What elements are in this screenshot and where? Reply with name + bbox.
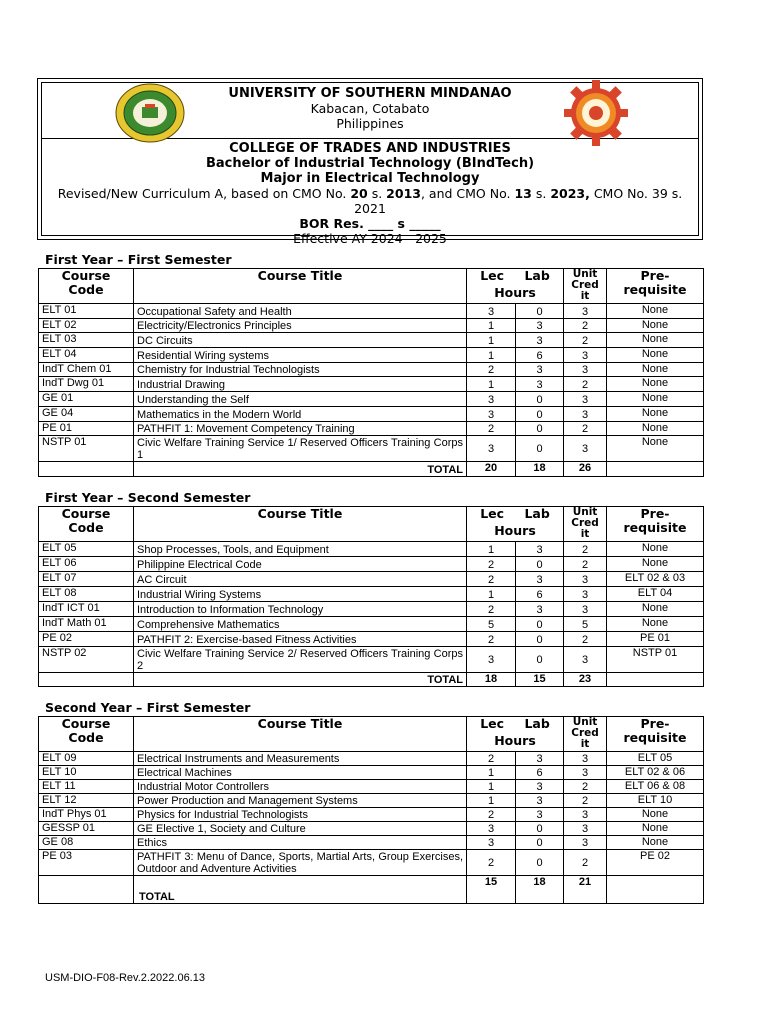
lec-hours-cell: 2 <box>467 572 516 587</box>
header-text: Unit <box>572 506 598 518</box>
course-code-cell: IndT Chem 01 <box>39 362 134 377</box>
revision-text: CMO No. 39 s. 2021 <box>354 186 683 216</box>
table-row <box>39 362 704 377</box>
degree-title: Bachelor of Industrial Technology (BIndTech) <box>205 156 535 171</box>
header-text: Pre- <box>640 268 670 283</box>
header-text: Pre- <box>640 506 670 521</box>
prerequisite-cell: None <box>607 348 704 363</box>
prerequisite-cell: None <box>607 542 704 557</box>
lab-hours-cell: 3 <box>516 542 564 557</box>
course-title-cell: DC Circuits <box>134 333 467 348</box>
course-title-cell: GE Elective 1, Society and Culture <box>134 822 467 836</box>
table-row <box>39 602 704 617</box>
prerequisite-cell: None <box>607 617 704 632</box>
course-code-cell: PE 03 <box>39 850 134 876</box>
course-title-cell: PATHFIT 3: Menu of Dance, Sports, Martial Arts, Group Exercises, Outdoor and Adventure Activities <box>134 850 467 876</box>
unit-credit-cell: 3 <box>564 822 607 836</box>
unit-credit-cell: 2 <box>564 794 607 808</box>
lec-hours-cell: 2 <box>467 362 516 377</box>
course-code-cell: ELT 07 <box>39 572 134 587</box>
table-row <box>39 542 704 557</box>
university-location: Kabacan, Cotabato <box>310 101 430 116</box>
revision-note <box>42 186 698 216</box>
prerequisite-cell: None <box>607 304 704 319</box>
unit-credit-cell: 3 <box>564 587 607 602</box>
course-title-cell: Electrical Machines <box>134 766 467 780</box>
header-lec-lab-hours <box>467 507 564 542</box>
revision-cmo-year: 2013 <box>386 186 421 201</box>
prerequisite-cell: ELT 06 & 08 <box>607 780 704 794</box>
lec-hours-cell: 1 <box>467 780 516 794</box>
lec-hours-cell: 3 <box>467 406 516 421</box>
prerequisite-cell: None <box>607 392 704 407</box>
header-text: Course <box>61 506 111 521</box>
total-lec: 18 <box>467 673 516 687</box>
header-program-block <box>42 139 698 246</box>
college-gear-logo-icon <box>564 80 628 146</box>
unit-credit-cell: 3 <box>564 572 607 587</box>
course-code-cell: IndT ICT 01 <box>39 602 134 617</box>
lec-hours-cell: 3 <box>467 392 516 407</box>
lab-hours-cell: 6 <box>516 587 564 602</box>
header-lab: Lab <box>524 506 550 521</box>
table-row <box>39 333 704 348</box>
prerequisite-cell: None <box>607 808 704 822</box>
table-row <box>39 617 704 632</box>
unit-credit-cell: 2 <box>564 557 607 572</box>
table-row <box>39 850 704 876</box>
course-title-cell: Understanding the Self <box>134 392 467 407</box>
document-header <box>37 78 703 246</box>
header-course-title: Course Title <box>134 269 467 304</box>
table-row <box>39 572 704 587</box>
header-text: Course <box>61 268 111 283</box>
table-row <box>39 421 704 436</box>
lec-hours-cell: 3 <box>467 836 516 850</box>
unit-credit-cell: 3 <box>564 362 607 377</box>
course-code-cell: ELT 04 <box>39 348 134 363</box>
lab-hours-cell: 3 <box>516 318 564 333</box>
table-row <box>39 557 704 572</box>
header-lec: Lec <box>480 268 505 283</box>
document-code: USM-DIO-F08-Rev.2.2022.06.13 <box>45 972 205 984</box>
header-prerequisite <box>607 507 704 542</box>
total-empty-cell <box>39 673 134 687</box>
lec-hours-cell: 3 <box>467 647 516 673</box>
header-text: Unit <box>572 716 598 728</box>
revision-text: s. <box>531 186 551 201</box>
course-code-cell: GE 04 <box>39 406 134 421</box>
unit-credit-cell: 3 <box>564 304 607 319</box>
lab-hours-cell: 0 <box>516 406 564 421</box>
header-lec-lab-hours <box>467 717 564 752</box>
table-row <box>39 794 704 808</box>
lec-hours-cell: 1 <box>467 766 516 780</box>
lec-hours-cell: 1 <box>467 587 516 602</box>
prerequisite-cell: None <box>607 318 704 333</box>
lab-hours-cell: 0 <box>516 617 564 632</box>
course-code-cell: ELT 08 <box>39 587 134 602</box>
total-lec: 15 <box>467 876 516 904</box>
course-code-cell: ELT 10 <box>39 766 134 780</box>
table-row <box>39 587 704 602</box>
table-header-row <box>39 269 704 304</box>
lec-hours-cell: 3 <box>467 436 516 462</box>
course-code-cell: NSTP 01 <box>39 436 134 462</box>
table-row <box>39 304 704 319</box>
semester-title: First Year – First Semester <box>45 252 232 267</box>
total-row <box>39 673 704 687</box>
lec-hours-cell: 5 <box>467 617 516 632</box>
lab-hours-cell: 0 <box>516 822 564 836</box>
table-row <box>39 406 704 421</box>
course-title-cell: Industrial Wiring Systems <box>134 587 467 602</box>
lec-hours-cell: 1 <box>467 794 516 808</box>
lab-hours-cell: 3 <box>516 362 564 377</box>
course-title-cell: Chemistry for Industrial Technologists <box>134 362 467 377</box>
prerequisite-cell: ELT 04 <box>607 587 704 602</box>
lab-hours-cell: 0 <box>516 836 564 850</box>
header-text: Cred <box>571 517 599 529</box>
lab-hours-cell: 6 <box>516 348 564 363</box>
course-title-cell: AC Circuit <box>134 572 467 587</box>
course-title-cell: Industrial Drawing <box>134 377 467 392</box>
total-empty-cell <box>39 462 134 477</box>
lab-hours-cell: 0 <box>516 850 564 876</box>
revision-cmo-year: 2023, <box>550 186 590 201</box>
table-row <box>39 392 704 407</box>
header-text: it <box>580 738 590 750</box>
total-row <box>39 876 704 904</box>
course-code-cell: PE 02 <box>39 632 134 647</box>
course-code-cell: NSTP 02 <box>39 647 134 673</box>
prerequisite-cell: PE 01 <box>607 632 704 647</box>
header-hours: Hours <box>494 285 536 300</box>
total-row <box>39 462 704 477</box>
unit-credit-cell: 3 <box>564 436 607 462</box>
course-code-cell: ELT 12 <box>39 794 134 808</box>
lec-hours-cell: 2 <box>467 808 516 822</box>
table-row <box>39 377 704 392</box>
course-code-cell: ELT 02 <box>39 318 134 333</box>
course-code-cell: GE 01 <box>39 392 134 407</box>
prerequisite-cell: None <box>607 822 704 836</box>
lec-hours-cell: 1 <box>467 542 516 557</box>
lec-hours-cell: 2 <box>467 557 516 572</box>
unit-credit-cell: 3 <box>564 808 607 822</box>
course-table <box>38 716 704 904</box>
lab-hours-cell: 3 <box>516 794 564 808</box>
header-text: Cred <box>571 727 599 739</box>
course-title-cell: Comprehensive Mathematics <box>134 617 467 632</box>
prerequisite-cell: ELT 05 <box>607 752 704 766</box>
unit-credit-cell: 2 <box>564 421 607 436</box>
header-text: it <box>580 528 590 540</box>
lab-hours-cell: 0 <box>516 392 564 407</box>
header-unit-credit <box>564 717 607 752</box>
header-text: requisite <box>623 520 687 535</box>
lab-hours-cell: 3 <box>516 572 564 587</box>
lab-hours-cell: 0 <box>516 421 564 436</box>
lab-hours-cell: 3 <box>516 602 564 617</box>
lab-hours-cell: 0 <box>516 557 564 572</box>
course-code-cell: ELT 05 <box>39 542 134 557</box>
unit-credit-cell: 2 <box>564 780 607 794</box>
prerequisite-cell: None <box>607 406 704 421</box>
header-text: requisite <box>623 282 687 297</box>
course-title-cell: Philippine Electrical Code <box>134 557 467 572</box>
table-header-row <box>39 717 704 752</box>
usm-seal-icon <box>114 83 186 143</box>
major-title: Major in Electrical Technology <box>260 171 480 186</box>
course-table <box>38 506 704 687</box>
course-title-cell: Mathematics in the Modern World <box>134 406 467 421</box>
total-lab: 15 <box>516 673 564 687</box>
course-code-cell: IndT Phys 01 <box>39 808 134 822</box>
lec-hours-cell: 1 <box>467 333 516 348</box>
course-code-cell: GE 08 <box>39 836 134 850</box>
table-row <box>39 348 704 363</box>
lec-hours-cell: 2 <box>467 850 516 876</box>
course-title-cell: Civic Welfare Training Service 2/ Reserved Officers Training Corps 2 <box>134 647 467 673</box>
total-lab: 18 <box>516 876 564 904</box>
lec-hours-cell: 1 <box>467 348 516 363</box>
unit-credit-cell: 3 <box>564 752 607 766</box>
table-row <box>39 766 704 780</box>
prerequisite-cell: ELT 02 & 06 <box>607 766 704 780</box>
header-course-title: Course Title <box>134 717 467 752</box>
course-title-cell: Electrical Instruments and Measurements <box>134 752 467 766</box>
header-unit-credit <box>564 507 607 542</box>
total-empty-cell <box>607 462 704 477</box>
course-code-cell: ELT 01 <box>39 304 134 319</box>
course-title-cell: Shop Processes, Tools, and Equipment <box>134 542 467 557</box>
lec-hours-cell: 2 <box>467 752 516 766</box>
prerequisite-cell: NSTP 01 <box>607 647 704 673</box>
course-title-cell: Ethics <box>134 836 467 850</box>
header-unit-credit <box>564 269 607 304</box>
prerequisite-cell: None <box>607 436 704 462</box>
semester-title: Second Year – First Semester <box>45 700 251 715</box>
table-header-row <box>39 507 704 542</box>
course-code-cell: ELT 06 <box>39 557 134 572</box>
total-lec: 20 <box>467 462 516 477</box>
lab-hours-cell: 3 <box>516 377 564 392</box>
header-lab: Lab <box>524 268 550 283</box>
total-empty-cell <box>607 876 704 904</box>
unit-credit-cell: 5 <box>564 617 607 632</box>
course-title-cell: Introduction to Information Technology <box>134 602 467 617</box>
table-row <box>39 780 704 794</box>
course-code-cell: GESSP 01 <box>39 822 134 836</box>
bor-resolution: BOR Res. ____ s _____ <box>299 216 441 231</box>
lec-hours-cell: 2 <box>467 632 516 647</box>
course-title-cell: PATHFIT 2: Exercise-based Fitness Activities <box>134 632 467 647</box>
header-course-code <box>39 507 134 542</box>
header-text: Cred <box>571 279 599 291</box>
table-row <box>39 647 704 673</box>
course-code-cell: PE 01 <box>39 421 134 436</box>
header-lec-lab-hours <box>467 269 564 304</box>
table-row <box>39 436 704 462</box>
header-text: it <box>580 290 590 302</box>
lab-hours-cell: 3 <box>516 752 564 766</box>
total-units: 21 <box>564 876 607 904</box>
effective-year: Effective AY 2024 - 2025 <box>293 231 447 246</box>
header-text: requisite <box>623 730 687 745</box>
course-title-cell: Electricity/Electronics Principles <box>134 318 467 333</box>
semester-title: First Year – Second Semester <box>45 490 251 505</box>
course-title-cell: Occupational Safety and Health <box>134 304 467 319</box>
unit-credit-cell: 2 <box>564 377 607 392</box>
table-row <box>39 822 704 836</box>
course-table <box>38 268 704 477</box>
header-hours: Hours <box>494 523 536 538</box>
unit-credit-cell: 3 <box>564 602 607 617</box>
university-name: UNIVERSITY OF SOUTHERN MINDANAO <box>228 86 512 101</box>
table-row <box>39 752 704 766</box>
header-prerequisite <box>607 717 704 752</box>
header-text: Course <box>61 716 111 731</box>
unit-credit-cell: 2 <box>564 318 607 333</box>
total-lab: 18 <box>516 462 564 477</box>
lab-hours-cell: 0 <box>516 647 564 673</box>
lab-hours-cell: 6 <box>516 766 564 780</box>
header-text: Code <box>68 282 104 297</box>
total-empty-cell <box>607 673 704 687</box>
revision-text: , and CMO No. <box>420 186 515 201</box>
prerequisite-cell: None <box>607 421 704 436</box>
lab-hours-cell: 3 <box>516 808 564 822</box>
header-course-code <box>39 269 134 304</box>
header-text: Code <box>68 520 104 535</box>
header-lec-lab <box>470 507 560 521</box>
unit-credit-cell: 3 <box>564 406 607 421</box>
lab-hours-cell: 3 <box>516 333 564 348</box>
unit-credit-cell: 2 <box>564 632 607 647</box>
prerequisite-cell: None <box>607 602 704 617</box>
table-row <box>39 808 704 822</box>
lec-hours-cell: 3 <box>467 822 516 836</box>
header-text: Code <box>68 730 104 745</box>
prerequisite-cell: None <box>607 557 704 572</box>
lec-hours-cell: 1 <box>467 318 516 333</box>
course-code-cell: ELT 09 <box>39 752 134 766</box>
total-label: TOTAL <box>134 673 467 687</box>
course-title-cell: PATHFIT 1: Movement Competency Training <box>134 421 467 436</box>
header-text: Pre- <box>640 716 670 731</box>
course-title-cell: Residential Wiring systems <box>134 348 467 363</box>
unit-credit-cell: 3 <box>564 392 607 407</box>
header-hours: Hours <box>494 733 536 748</box>
lec-hours-cell: 1 <box>467 377 516 392</box>
unit-credit-cell: 2 <box>564 333 607 348</box>
revision-text: Revised/New Curriculum A, based on CMO No. <box>57 186 351 201</box>
total-units: 26 <box>564 462 607 477</box>
unit-credit-cell: 3 <box>564 836 607 850</box>
header-text: Unit <box>572 268 598 280</box>
prerequisite-cell: ELT 02 & 03 <box>607 572 704 587</box>
total-label: TOTAL <box>134 462 467 477</box>
revision-cmo-no: 20 <box>350 186 368 201</box>
lec-hours-cell: 2 <box>467 421 516 436</box>
prerequisite-cell: PE 02 <box>607 850 704 876</box>
header-lec: Lec <box>480 506 505 521</box>
total-units: 23 <box>564 673 607 687</box>
lab-hours-cell: 0 <box>516 304 564 319</box>
course-code-cell: ELT 11 <box>39 780 134 794</box>
table-row <box>39 836 704 850</box>
lab-hours-cell: 0 <box>516 436 564 462</box>
header-prerequisite <box>607 269 704 304</box>
header-lec-lab <box>470 269 560 283</box>
header-lec: Lec <box>480 716 505 731</box>
college-name: COLLEGE OF TRADES AND INDUSTRIES <box>229 141 511 156</box>
lec-hours-cell: 2 <box>467 602 516 617</box>
course-title-cell: Power Production and Management Systems <box>134 794 467 808</box>
course-title-cell: Physics for Industrial Technologists <box>134 808 467 822</box>
course-code-cell: ELT 03 <box>39 333 134 348</box>
header-lec-lab <box>470 717 560 731</box>
prerequisite-cell: None <box>607 362 704 377</box>
unit-credit-cell: 3 <box>564 348 607 363</box>
revision-text: s. <box>367 186 387 201</box>
table-row <box>39 632 704 647</box>
course-title-cell: Industrial Motor Controllers <box>134 780 467 794</box>
revision-cmo-no: 13 <box>514 186 532 201</box>
lec-hours-cell: 3 <box>467 304 516 319</box>
table-row <box>39 318 704 333</box>
course-code-cell: IndT Dwg 01 <box>39 377 134 392</box>
lab-hours-cell: 0 <box>516 632 564 647</box>
header-course-code <box>39 717 134 752</box>
course-code-cell: IndT Math 01 <box>39 617 134 632</box>
unit-credit-cell: 3 <box>564 766 607 780</box>
lab-hours-cell: 3 <box>516 780 564 794</box>
course-title-cell: Civic Welfare Training Service 1/ Reserved Officers Training Corps 1 <box>134 436 467 462</box>
prerequisite-cell: None <box>607 836 704 850</box>
prerequisite-cell: None <box>607 333 704 348</box>
total-label: TOTAL <box>134 876 467 904</box>
header-lab: Lab <box>524 716 550 731</box>
university-country: Philippines <box>336 116 404 131</box>
unit-credit-cell: 2 <box>564 542 607 557</box>
prerequisite-cell: None <box>607 377 704 392</box>
unit-credit-cell: 2 <box>564 850 607 876</box>
prerequisite-cell: ELT 10 <box>607 794 704 808</box>
total-empty-cell <box>39 876 134 904</box>
unit-credit-cell: 3 <box>564 647 607 673</box>
header-course-title: Course Title <box>134 507 467 542</box>
